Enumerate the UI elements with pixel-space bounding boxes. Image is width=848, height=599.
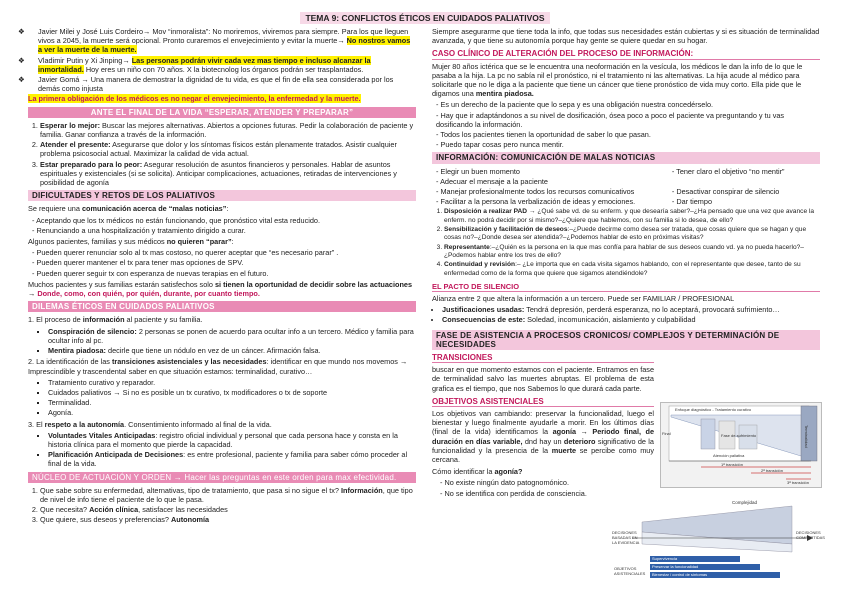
fig1-label: Fase de sufrimiento bbox=[721, 433, 757, 438]
fig2-label: OBJETIVOS ASISTENCIALES bbox=[614, 566, 646, 576]
list-item: - Elegir un buen momento bbox=[436, 167, 668, 176]
diamond-icon: ❖ bbox=[18, 27, 25, 36]
section-dificultades-header: DIFICULTADES Y RETOS DE LOS PALIATIVOS bbox=[28, 190, 416, 201]
fase-header: FASE DE ASISTENCIA A PROCESOS CRONICOS/ COMPLEJOS Y DETERMINACIÓN DE NECESIDADES bbox=[432, 330, 820, 350]
objetivos-text: Los objetivos van cambiando: preservar la funcionalidad, luego el bienestar y luego finalmente ayudarle a morir. En los últimos días (final de la vida) identificamos la agonía → Periodo final, de duración en días variable, dnd hay un deterioro significativo de la funcionalidad y la presencia de la muerte se percibe como muy cercana. bbox=[432, 409, 655, 465]
agonia-question: Cómo identificar la agonía? bbox=[432, 467, 523, 477]
fig1-label: Terminalidad bbox=[804, 425, 809, 448]
fig1-label: Atención paliativa bbox=[713, 453, 745, 458]
list-item: 3. Que quiere, sus deseos y preferencias? Autonomía bbox=[40, 515, 416, 524]
fig1-label: 1ª transición bbox=[721, 462, 743, 467]
dificultades-end: Muchos pacientes y sus familias estarán satisfechos solo si tienen la oportunidad de decidir sobre las actuaciones → Donde, como, con quién, por quién, durante, por cuanto tiempo. bbox=[28, 279, 413, 299]
fig2-label: Complejidad bbox=[732, 500, 758, 505]
list-item: ▪ Tratamiento curativo y reparador. bbox=[48, 378, 416, 387]
list-item: ▪ Terminalidad. bbox=[48, 398, 416, 407]
pad-list bbox=[432, 208, 820, 277]
list-item: 2. Atender el presente: Asegurarse que dolor y los síntomas físicos están plenamente tratados. Asistir cualquier problema psicosocial actual. Maximizar la calidad de vida actual. bbox=[40, 140, 416, 158]
transiciones-diagram bbox=[660, 402, 822, 488]
list-item: - Pueden querer seguir tx con esperanza de nuevas terapias en el futuro. bbox=[32, 269, 416, 278]
list-item: 1. Que sabe sobre su enfermedad, alternativas, tipo de tratamiento, que pasa si no sigue el tx? Información, que tipo de nivel de info tiene el paciente de lo que le pasa. bbox=[40, 486, 416, 504]
list-item: - Todos los pacientes tienen la oportunidad de saber lo que pasan. bbox=[436, 130, 820, 139]
list-item: - Pueden querer mantener el tx para tener mas opciones de SPV. bbox=[32, 258, 416, 267]
list-item: - Renunciando a una hospitalización y tratamiento dirigido a curar. bbox=[32, 226, 416, 235]
list-item: 1. Esperar lo mejor: Buscar las mejores alternativas. Abiertos a opciones futuras. Pedir la colaboración de paciente y familia. Ganar confianza a través de la información. bbox=[40, 121, 416, 139]
fig1-label: 2ª transición bbox=[761, 468, 783, 473]
list-item: - Es un derecho de la paciente que lo sepa y es una obligación nuestra concedérselo. bbox=[436, 100, 820, 109]
fig2-label: Preservar la funcionalidad bbox=[652, 564, 699, 569]
pacto-list bbox=[432, 305, 820, 324]
dilemas-p2-list bbox=[28, 378, 416, 418]
info-list-right bbox=[668, 167, 820, 207]
list-item: - Facilitar a la persona la verbalización de ideas y emociones. bbox=[436, 197, 668, 206]
list-item: ▪ Conspiración de silencio: 2 personas se ponen de acuerdo para ocultar info a un tercero. Médico y familia para ocultar info al pc. bbox=[48, 327, 416, 345]
list-item: • Justificaciones usadas: Tendrá depresión, perderá esperanza, no lo aceptará, provocará sufrimiento… bbox=[442, 305, 820, 314]
list-item: - Dar tiempo bbox=[672, 197, 820, 206]
dilemas-p1: 1. El proceso de información al paciente y su familia. bbox=[28, 315, 203, 325]
list-item: - No se identifica con perdida de consciencia. bbox=[440, 489, 654, 498]
list-item: - Hay que ir adaptándonos a su nivel de dosificación, ósea poco a poco el paciente va preguntando y tu vas dosificando la información. bbox=[436, 111, 820, 129]
intro-item: ❖ Javier Milei y José Luis Cordeiro→ Mov “inmoralista”: No moriremos, viviremos para siempre. Para los que lleguen vivos a 2045, la muerte será opcional. Pronto curaremos el envejecimiento y evitar la muerte→ No nostros vamos a ver la muerte de la muerte. bbox=[18, 27, 411, 55]
transiciones-header: TRANSICIONES bbox=[432, 353, 654, 363]
list-item: 1. Disposición a realizar PAD → ¿Qué sabe vd. de su enferm. y que desearía saber?–¿Ha pensado que una vez que avance la enferm. no podrá decidir por si mismo?–¿Quiere que hablemos, con su familia si lo desea, de ello? bbox=[444, 208, 820, 225]
pacto-header: EL PACTO DE SILENCIO bbox=[432, 282, 820, 292]
diamond-icon: ❖ bbox=[18, 75, 25, 85]
dificultades-list-1 bbox=[28, 216, 416, 235]
dificultades-list-2 bbox=[28, 248, 416, 278]
list-item: - Tener claro el objetivo “no mentir” bbox=[672, 167, 820, 176]
info-two-column bbox=[432, 167, 820, 209]
info-header: INFORMACIÓN: COMUNICACIÓN DE MALAS NOTICIAS bbox=[432, 152, 820, 163]
list-item: - Manejar profesionalmente todos los recursos comunicativos bbox=[436, 187, 668, 196]
diamond-icon: ❖ bbox=[18, 55, 25, 65]
pacto-text: Alianza entre 2 que altera la información a un tercero. Puede ser FAMILIAR / PROFESIONAL bbox=[432, 294, 735, 304]
fig2-label: Supervivencia bbox=[652, 556, 678, 561]
fig1-label: 3ª transición bbox=[787, 480, 809, 485]
list-item: - Pueden querer renunciar solo al tx mas costoso, no querer aceptar que “es necesario parar” . bbox=[32, 248, 416, 257]
objetivos-diagram bbox=[612, 492, 825, 588]
section-esperar-header: ANTE EL FINAL DE LA VIDA “ESPERAR, ATENDER Y PREPARAR” bbox=[28, 107, 416, 118]
fig2-label: DECISIONES BASADAS EN LA EVIDENCIA bbox=[612, 530, 640, 545]
list-item: • Consecuencias de este: Soledad, incomunicación, aislamiento y culpabilidad bbox=[442, 315, 820, 324]
fig2-label: DECISIONES COMPARTIDAS bbox=[796, 530, 825, 540]
nucleo-list bbox=[28, 486, 416, 525]
right-intro: Siempre asegurarme que tiene toda la info, que todas sus necesidades están cubiertas y si es situación de terminalidad avanzada, y que tiene su autonomía porque hay gente se quiere quedar en su hogar. bbox=[432, 27, 820, 46]
fig1-label: Final bbox=[662, 431, 671, 436]
case-list bbox=[432, 100, 820, 149]
list-item: - Adecuar el mensaje a la paciente bbox=[436, 177, 668, 186]
dilemas-p3: 3. El respeto a la autonomía. Consentimiento informado al final de la vida. bbox=[28, 419, 272, 429]
list-item: ▪ Agonía. bbox=[48, 408, 416, 417]
section-nucleo-header: NÚCLEO DE ACTUACIÓN Y ORDEN → Hacer las preguntas en este orden para max efectividad. bbox=[28, 472, 416, 483]
list-item: 3. Estar preparado para lo peor: Asegurar resolución de asuntos financieros y personales. Hablar de asuntos espirituales y existenciales (si se solicita). Anticipar complicaciones, actuaciones, retiradas de intervenciones y posibilidad de agonía bbox=[40, 160, 416, 188]
case-text: Mujer 80 años ictérica que se le encuentra una neoformación en la vesícula, los médicos le dan la info de lo que le pasaba a la hija. La pc no sabía nil el pronóstico, ni el tratamiento ni las alternativas. La hija acude al médico para solicitarle que no le diga a la paciente que tiene un cáncer que tiene pronóstico de vida muy corto. Ella pide que le digamos una mentira piadosa. bbox=[432, 61, 803, 99]
transiciones-diagram-svg bbox=[661, 403, 821, 487]
list-item: 3. Representante:–¿Quién es la persona en la que mas confía para hablar de sus deseos cuando vd. ya no pueda hacerlo?–¿Podemos hablar entre los tres de ello? bbox=[444, 244, 820, 261]
list-item: ▪ Planificación Anticipada de Decisiones: es entre profesional, paciente y familia para saber cómo proceder al final de la vida. bbox=[48, 450, 416, 468]
dilemas-p2: 2. La identificación de las transiciones asistenciales y las necesidades: identificar en que mundo nos movemos → Imprescindible y trascendental saber en que situación estamos: terminalidad, curativo… bbox=[28, 357, 408, 376]
left-column bbox=[18, 27, 416, 527]
fig1-label: Enfoque diagnóstico - Tratamiento curativo bbox=[675, 407, 752, 412]
fase-text-block bbox=[432, 353, 654, 498]
case-header: CASO CLÍNICO DE ALTERACIÓN DEL PROCESO DE INFORMACIÓN: bbox=[432, 49, 820, 59]
intro-highlight: La primera obligación de los médicos es no negar el envejecimiento, la enfermedad y la muerte. bbox=[28, 94, 361, 104]
intro-item: ❖ Javier Gomá → Una manera de demostrar la dignidad de tu vida, es que el fin de ella sea considerada por los demás como injusta bbox=[18, 75, 394, 94]
section-dilemas-header: DILEMAS ÉTICOS EN CUIDADOS PALIATIVOS bbox=[28, 301, 416, 312]
dificultades-mid: Algunos pacientes, familias y sus médicos no quieren “parar”: bbox=[28, 237, 234, 247]
list-item: - Puedo tapar cosas pero nunca mentir. bbox=[436, 140, 820, 149]
page-title: TEMA 9: CONFLICTOS ÉTICOS EN CUIDADOS PALIATIVOS bbox=[300, 12, 550, 24]
esperar-list bbox=[28, 121, 416, 187]
objetivos-header: OBJETIVOS ASISTENCIALES bbox=[432, 397, 654, 407]
list-item: ▪ Cuidados paliativos → Si no es posible un tx curativo, tx modificadores o tx de soporte bbox=[48, 388, 416, 397]
list-item: 2. Sensibilización y facilitación de deseos:–¿Puede decirme como desea ser tratada, que cosas quiere que se hagan y que cosas no?–¿Donde desea ser atendida?–¿Podemos hablar de esto en próximas visitas? bbox=[444, 226, 820, 243]
dilemas-p1-list bbox=[28, 327, 416, 356]
list-item: ▪ Mentira piadosa: decirle que tiene un nódulo en vez de un cáncer. Afirmación falsa. bbox=[48, 346, 416, 355]
dilemas-p3-list bbox=[28, 431, 416, 469]
info-list-left bbox=[432, 167, 668, 207]
list-item: - Aceptando que los tx médicos no están funcionando, que pronóstico vital esta reducido. bbox=[32, 216, 416, 225]
fig2-label: Bienestar / control de síntomas bbox=[652, 572, 708, 577]
transiciones-text: buscar en que momento estamos con el paciente. Entramos en fase de terminalidad salvo las muertes abruptas. El problema de esta grafica es el tiempo, que nos Sabemos lo que durará cada parte. bbox=[432, 365, 654, 393]
dificultades-intro: Se requiere una comunicación acerca de “malas noticias”: bbox=[28, 204, 229, 214]
list-item: - Desactivar conspirar de silencio bbox=[672, 187, 820, 196]
list-item: - No existe ningún dato patognomónico. bbox=[440, 478, 654, 487]
list-item: 2. Que necesita? Acción clínica, satisfacer las necesidades bbox=[40, 505, 416, 514]
list-item: 4. Continuidad y revisión:– ¿Le importa que en cada visita sigamos hablando, con el representante que desee, tanto de su enfermedad como de la forma que quiere que sigamos atendiéndole? bbox=[444, 261, 820, 278]
intro-item: ❖ Vladimir Putin y Xi Jinping→ Las personas podrán vivir cada vez mas tiempo e incluso alcanzar la inmortalidad. Hoy eres un niño con 70 años. X la biotecnolog los órganos podrán ser trasplantados. bbox=[18, 55, 371, 74]
list-item: ▪ Voluntades Vitales Anticipadas: registro oficial individual y personal que cada persona hace y consta en la historia clínica para el momento que pierde la capacidad. bbox=[48, 431, 416, 449]
